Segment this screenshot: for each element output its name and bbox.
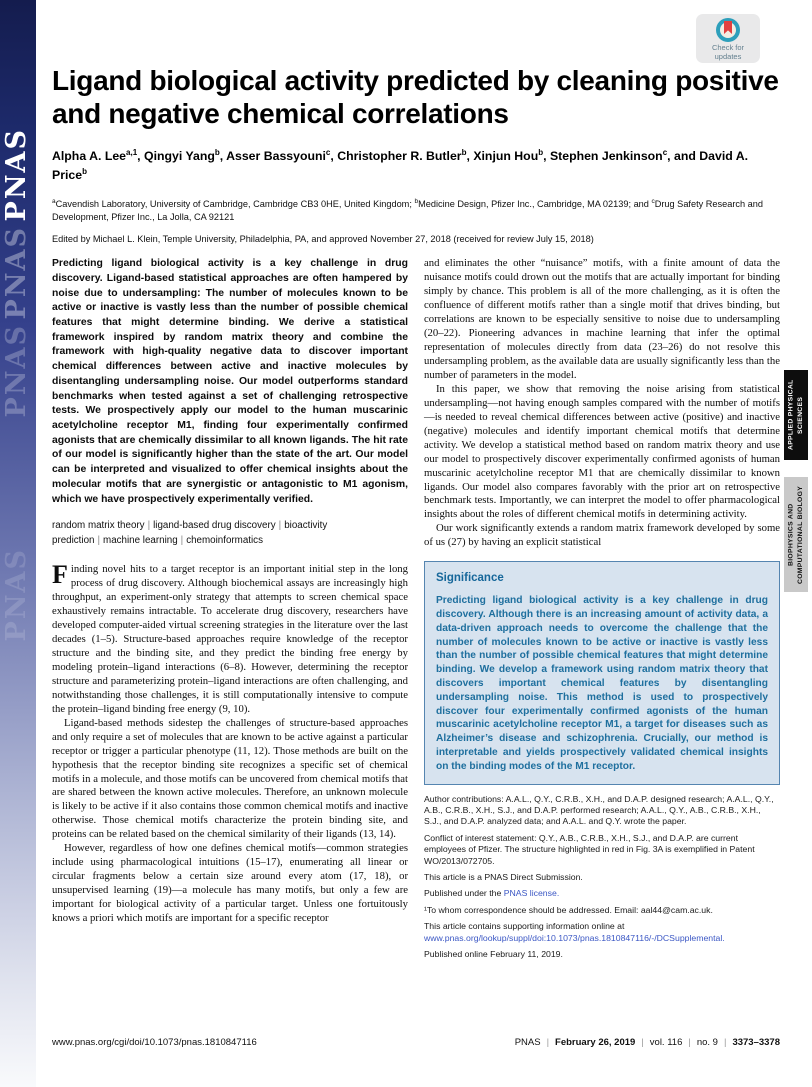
footnote-direct-submission: This article is a PNAS Direct Submission. (424, 872, 583, 883)
badge-label-line2: updates (714, 51, 742, 61)
author: Stephen Jenkinson$^c$, (549, 148, 674, 164)
footnote-license: Published under the PNAS license. (424, 888, 560, 899)
keywords-line (52, 518, 408, 548)
doi-url[interactable]: www.pnas.org/cgi/doi/10.1073/pnas.1810847116 (52, 1037, 257, 1048)
paragraph: Our work significantly extends a random matrix framework developed by some of us (27) by having an explicit statistical (424, 522, 780, 549)
left-column (52, 257, 408, 960)
supplemental-link[interactable]: www.pnas.org/lookup/suppl/doi:10.1073/pnas.1810847116/-/DCSupplemental. (424, 932, 725, 943)
author: Asser Bassyouni$^c$, (226, 148, 338, 164)
paragraph: In this paper, we show that removing the noise arising from statistical undersampling—not having enough samples compared with the number of motifs—is needed to reveal chemical differences between active (positive) and inactive (negative) molecules and identify important chemical motifs that determine activity. We develop a statistical method based on random matrix theory and use our model to prospectively discover experimentally confirmed agonists of human muscarinic acetylcholine receptor M1 that are chemically dissimilar to known ligands. Our model also compares favorably with the prior art on retrospective benchmark tests. Importantly, we can interpret the model to offer pharmacological insights about the roles of different chemical motifs in determining activity. (424, 382, 780, 521)
author: and David A. Price$^b$ (52, 149, 749, 183)
significance-body: Predicting ligand biological activity is a key challenge in drug discovery. Although there is an increasing amount of activity data, a data-driven approach needs to overcome the challenge that the number of molecules known to be active or inactive is vastly less than the number of possible chemical features that might determine binding. We develop a framework using random matrix theory that discovers important chemical features by disentangling undersampling noise. This method is used to prospectively discover four experimentally confirmed agonists of the human muscarinic acetylcholine receptor M1, a target for diseases such as Alzheimer’s disease and schizophrenia. Crucially, our method is interpretable and yields prospectively validated chemical insights on the binding modes of the M1 receptor. (436, 595, 768, 772)
badge-label-line1: Check for (711, 43, 745, 52)
paragraph: and eliminates the other “nuisance” motifs, with a finite amount of data the nuisance motifs could drown out the motifs that are actually important for binding simply by chance. This problem is all of the more challenging, as it is often the confluence of different motifs rather than a single motif that drives binding, but correlations are known to be especially sensitive to noise due to undersampling (20–22). Pioneering advances in machine learning that infer the optimal representation of molecules directly from data (23–26) do not resolve this undersampling problem, as the available data are usually significantly less than the number of parameters in the model. (424, 257, 780, 381)
footnote-conflict-of-interest: Conflict of interest statement: Q.Y., A.B., C.R.B., X.H., S.J., and D.A.P. are current employees of Pfizer. The structure highlighted in red in Fig. 3A is exemplified in Patent WO/2013/072705. (424, 832, 755, 866)
page-range: 3373–3378 (732, 1037, 780, 1048)
issue-number: no. 9 (696, 1037, 718, 1048)
keyword-separator: | (97, 535, 101, 547)
category-tab-biophysics: BIOPHYSICS AND COMPUTATIONAL BIOLOGY (784, 477, 808, 592)
page-footer (52, 1037, 780, 1048)
paragraph: Ligand-based methods sidestep the challenges of structure-based approaches and only require a set of molecules that are known to be active against a particular receptor or trigger a particular phenotype (11, 12). Those methods are built on the hypothesis that the receptor binding site recognizes a specific set of chemical motifs in a molecule, and those motifs can be uncovered from chemical motifs that are shared between the known active molecules. Therefore, an unknown molecule is likely to be active if it also contains those common chemical motifs and inactive otherwise. Those chemical motifs characterize the protein binding site, and proteins can be related based on the chemical similarity of their ligands (13, 14). (52, 716, 408, 841)
author: Xinjun Hou$^b$, (473, 148, 550, 164)
pnas-logo: PNAS (1, 128, 32, 222)
affiliation: $^c$Drug Safety Research and Development, Pfizer Inc., La Jolla, CA 92121 (52, 198, 763, 222)
keyword: ligand-based drug discovery (153, 520, 276, 532)
affiliation: $^b$Medicine Design, Pfizer Inc., Cambridge, MA 02139; and (414, 198, 652, 210)
footnotes (424, 794, 780, 961)
author: Christopher R. Butler$^b$, (337, 148, 474, 164)
footnote-correspondence: ¹To whom correspondence should be addressed. Email: aal44@cam.ac.uk. (424, 904, 713, 915)
author: Qingyi Yang$^b$, (144, 148, 227, 164)
pnas-logo-watermark: PNAS (1, 548, 32, 642)
author: Alpha A. Lee$^{a,1}$, (52, 148, 144, 164)
keyword-separator: | (180, 535, 184, 547)
footnote-supporting-info: This article contains supporting information online at www.pnas.org/lookup/suppl/doi:10.1073/pnas.1810847116/-/DCSupplemental. (424, 921, 725, 943)
pnas-logo-watermark: PNAS (1, 324, 32, 418)
paragraph: However, regardless of how one defines chemical motifs—common strategies include using pharmacological intuitions (15–17), enumerating all linear or circular fragments below a certain size around every atom (17, 18), or unsupervised learning (19)—a molecule has many motifs, but only a few are important for biological activity of a particular target. Unless one fortuitously knows a priori which motifs are important for a specific receptor (52, 842, 408, 925)
keyword: chemoinformatics (186, 535, 263, 547)
drop-cap: F (52, 560, 68, 590)
affiliations (52, 196, 780, 223)
intro-section (52, 560, 408, 926)
affiliation: $^a$Cavendish Laboratory, University of Cambridge, Cambridge CB3 0HE, United Kingdom; (52, 198, 415, 210)
two-column-body (52, 257, 780, 960)
article-title: Ligand biological activity predicted by cleaning positive and negative chemical correlations (52, 65, 779, 129)
keyword: bioactivity prediction (52, 520, 328, 547)
keyword: random matrix theory (52, 520, 145, 532)
body-continuation (424, 257, 780, 550)
pnas-spine (0, 0, 36, 1087)
keyword: machine learning (103, 535, 178, 547)
keyword-separator: | (147, 520, 151, 532)
abstract: Predicting ligand biological activity is a key challenge in drug discovery. Ligand-based statistical approaches are often hampered by noise due to undersampling: The number of molecules known to be active or inactive is vastly less than the number of possible chemical features that might determine binding. We derive a statistical framework inspired by random matrix theory and combine the framework with high-quality negative data to discover important chemical differences between active and inactive molecules by disentangling undersampling noise. Our model outperforms standard benchmarks when tested against a set of challenging retrospective tests. We prospectively apply our model to the human muscarinic acetylcholine receptor M1, finding four experimentally confirmed agonists that are chemically dissimilar to all known ligands. The hit rate of our model is significantly higher than the state of the art. Our model can be interpreted and visualized to offer chemical insights about the molecular motifs that are synergistic or antagonistic to M1 agonism, which we have prospectively experimentally verified. (52, 258, 408, 505)
issue-date: February 26, 2019 (555, 1037, 636, 1048)
category-tab-applied-physical-sciences: APPLIED PHYSICAL SCIENCES (784, 370, 808, 460)
significance-box (424, 561, 780, 784)
author-list (52, 145, 780, 183)
right-column (424, 257, 780, 960)
citation-line: PNAS | February 26, 2019 | vol. 116 | no. 9 | 3373–3378 (514, 1037, 780, 1048)
significance-title: Significance (436, 572, 504, 585)
paragraph: Finding novel hits to a target receptor is an important initial step in the long process of drug discovery. Although biochemical assays are increasingly high throughput, an experiment-only strategy that attempts to screen chemical space exhaustively remains intractable. To accelerate drug discovery, researchers have developed computer-aided virtual screening strategies in the literature over the last decades (1–5). Structure-based approaches require knowledge of the receptor structure and the binding site, and they predict the binding free energy by modeling protein–ligand interactions (6–8). However, determining the receptor structure and parameterizing protein–ligand interactions are often challenging, and notwithstanding those challenges, it is still computationally intensive to compute the protein–ligand binding free energy (9, 10). (52, 560, 408, 715)
article-content (52, 0, 780, 961)
keyword-separator: | (278, 520, 282, 532)
journal-name: PNAS (514, 1037, 541, 1048)
edited-by-line: Edited by Michael L. Klein, Temple University, Philadelphia, PA, and approved November 27, 2018 (received for review July 15, 2018) (52, 234, 594, 245)
volume: vol. 116 (649, 1037, 683, 1048)
pnas-license-link[interactable]: PNAS license. (503, 888, 560, 899)
footnote-author-contributions: Author contributions: A.A.L., Q.Y., C.R.B., X.H., and D.A.P. designed research; A.A.L., Q.Y., A.B., C.R.B., X.H., S.J., and D.A.P. performed research; A.A.L., Q.Y., A.B., C.R.B., X.H., S.J., and D.A.P. analyzed data; and A.A.L. and Q.Y. wrote the paper. (424, 793, 774, 827)
footnote-published-online: Published online February 11, 2019. (424, 949, 563, 960)
pnas-logo-watermark: PNAS (1, 226, 32, 320)
